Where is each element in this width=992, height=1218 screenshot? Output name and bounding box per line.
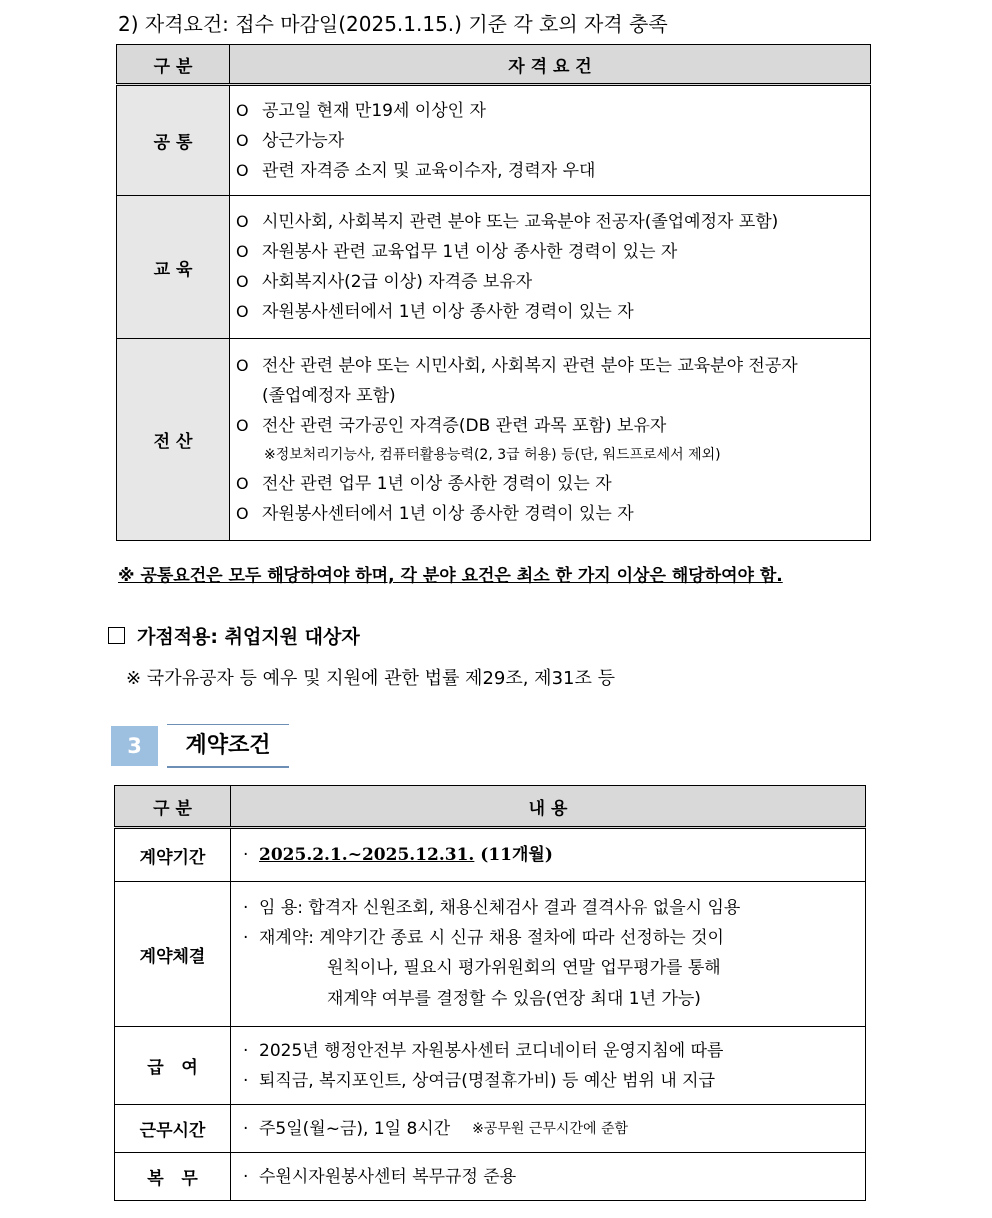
table-header-row bbox=[117, 45, 871, 85]
row-content-education bbox=[230, 196, 871, 339]
work-hours-text: 주5일(월~금), 1일 8시간 bbox=[259, 1118, 451, 1139]
row-category-hours: 근무시간 bbox=[115, 1105, 231, 1153]
dot-bullet-icon: · bbox=[243, 1166, 249, 1187]
dot-bullet-icon: · bbox=[243, 898, 249, 918]
duty-text: 수원시자원봉사센터 복무규정 준용 bbox=[259, 1166, 517, 1187]
section-title: 계약조건 bbox=[167, 724, 289, 768]
requirement-line: 시민사회, 사회복지 관련 분야 또는 교육분야 전공자(졸업예정자 포함) bbox=[262, 212, 779, 232]
signing-line: 재계약: 계약기간 종료 시 신규 채용 절차에 따라 선정하는 것이 bbox=[259, 928, 724, 948]
circle-bullet-icon: O bbox=[236, 415, 249, 435]
row-category-education: 교 육 bbox=[117, 196, 230, 339]
row-category-duty: 복 무 bbox=[115, 1153, 231, 1201]
circle-bullet-icon: O bbox=[236, 100, 249, 120]
signing-line-continuation: 재계약 여부를 결정할 수 있음(연장 최대 1년 가능) bbox=[327, 989, 701, 1009]
circle-bullet-icon: O bbox=[236, 160, 249, 180]
table-row bbox=[115, 828, 866, 882]
table-row bbox=[115, 882, 866, 1027]
row-category-signing: 계약체결 bbox=[115, 882, 231, 1027]
requirement-line: 전산 관련 분야 또는 시민사회, 사회복지 관련 분야 또는 교육분야 전공자 bbox=[262, 355, 798, 376]
table-row bbox=[117, 196, 871, 339]
qualification-heading: 2) 자격요건: 접수 마감일(2025.1.15.) 기준 각 호의 자격 충족 bbox=[118, 12, 668, 36]
row-content-common bbox=[230, 85, 871, 196]
circle-bullet-icon: O bbox=[236, 473, 249, 493]
dot-bullet-icon: · bbox=[243, 845, 249, 865]
requirement-line: 전산 관련 국가공인 자격증(DB 관련 과목 포함) 보유자 bbox=[262, 415, 667, 436]
circle-bullet-icon: O bbox=[236, 212, 249, 231]
col-category-header: 구 분 bbox=[117, 45, 230, 85]
row-category-pay: 급 여 bbox=[115, 1027, 231, 1105]
row-content-signing bbox=[231, 882, 866, 1027]
table-row bbox=[117, 339, 871, 541]
row-content-pay bbox=[231, 1027, 866, 1105]
circle-bullet-icon: O bbox=[236, 272, 249, 291]
signing-line-continuation: 원칙이나, 필요시 평가위원회의 연말 업무평가를 통해 bbox=[327, 958, 721, 978]
requirement-line: 관련 자격증 소지 및 교육이수자, 경력자 우대 bbox=[262, 160, 596, 181]
row-content-hours bbox=[231, 1105, 866, 1153]
row-category-period: 계약기간 bbox=[115, 828, 231, 882]
col-category-header: 구 분 bbox=[115, 786, 231, 828]
table-row bbox=[115, 1153, 866, 1201]
dot-bullet-icon: · bbox=[243, 1070, 249, 1091]
requirements-notice: ※ 공통요건은 모두 해당하여야 하며, 각 분야 요건은 최소 한 가지 이상은 해당하여야 함. bbox=[118, 566, 783, 586]
dot-bullet-icon: · bbox=[243, 1118, 249, 1139]
row-content-it bbox=[230, 339, 871, 541]
square-bullet-icon bbox=[108, 627, 125, 644]
col-content-header: 내 용 bbox=[231, 786, 866, 828]
dot-bullet-icon: · bbox=[243, 928, 249, 948]
row-content-duty bbox=[231, 1153, 866, 1201]
contract-table bbox=[114, 785, 866, 1201]
col-requirements-header: 자 격 요 건 bbox=[230, 45, 871, 85]
circle-bullet-icon: O bbox=[236, 302, 249, 321]
requirement-line: 전산 관련 업무 1년 이상 종사한 경력이 있는 자 bbox=[262, 473, 612, 494]
bonus-heading bbox=[108, 622, 360, 649]
qualification-table bbox=[116, 44, 871, 541]
bonus-title: 가점적용: 취업지원 대상자 bbox=[137, 626, 360, 648]
requirement-line: 자원봉사센터에서 1년 이상 종사한 경력이 있는 자 bbox=[262, 503, 634, 524]
requirement-line: 상근가능자 bbox=[262, 130, 345, 151]
requirement-line: 공고일 현재 만19세 이상인 자 bbox=[262, 100, 486, 121]
signing-line: 임 용: 합격자 신원조회, 채용신체검사 결과 결격사유 없을시 임용 bbox=[259, 898, 741, 918]
bonus-law-note: ※ 국가유공자 등 예우 및 지원에 관한 법률 제29조, 제31조 등 bbox=[126, 668, 615, 689]
dot-bullet-icon: · bbox=[243, 1040, 249, 1061]
certificate-note: ※정보처리기능사, 컴퓨터활용능력(2, 3급 허용) 등(단, 워드프로세서 제외) bbox=[264, 446, 721, 463]
contract-period-dates: 2025.2.1.~2025.12.31. bbox=[259, 845, 475, 865]
table-row bbox=[115, 1105, 866, 1153]
circle-bullet-icon: O bbox=[236, 242, 249, 261]
requirement-line: 자원봉사센터에서 1년 이상 종사한 경력이 있는 자 bbox=[262, 302, 634, 322]
row-content-period bbox=[231, 828, 866, 882]
requirement-line: 사회복지사(2급 이상) 자격증 보유자 bbox=[262, 272, 533, 292]
contract-period-months: (11개월) bbox=[480, 845, 553, 865]
circle-bullet-icon: O bbox=[236, 130, 249, 150]
pay-line: 퇴직금, 복지포인트, 상여금(명절휴가비) 등 예산 범위 내 지급 bbox=[259, 1070, 716, 1091]
row-category-it: 전 산 bbox=[117, 339, 230, 541]
work-hours-note: ※공무원 근무시간에 준함 bbox=[472, 1120, 628, 1137]
circle-bullet-icon: O bbox=[236, 503, 249, 523]
pay-line: 2025년 행정안전부 자원봉사센터 코디네이터 운영지침에 따름 bbox=[259, 1040, 724, 1061]
table-header-row bbox=[115, 786, 866, 828]
table-row bbox=[115, 1027, 866, 1105]
row-category-common: 공 통 bbox=[117, 85, 230, 196]
circle-bullet-icon: O bbox=[236, 355, 249, 375]
table-row bbox=[117, 85, 871, 196]
section-number-badge: 3 bbox=[111, 726, 158, 766]
requirement-line-continuation: (졸업예정자 포함) bbox=[262, 385, 396, 406]
requirement-line: 자원봉사 관련 교육업무 1년 이상 종사한 경력이 있는 자 bbox=[262, 242, 678, 262]
